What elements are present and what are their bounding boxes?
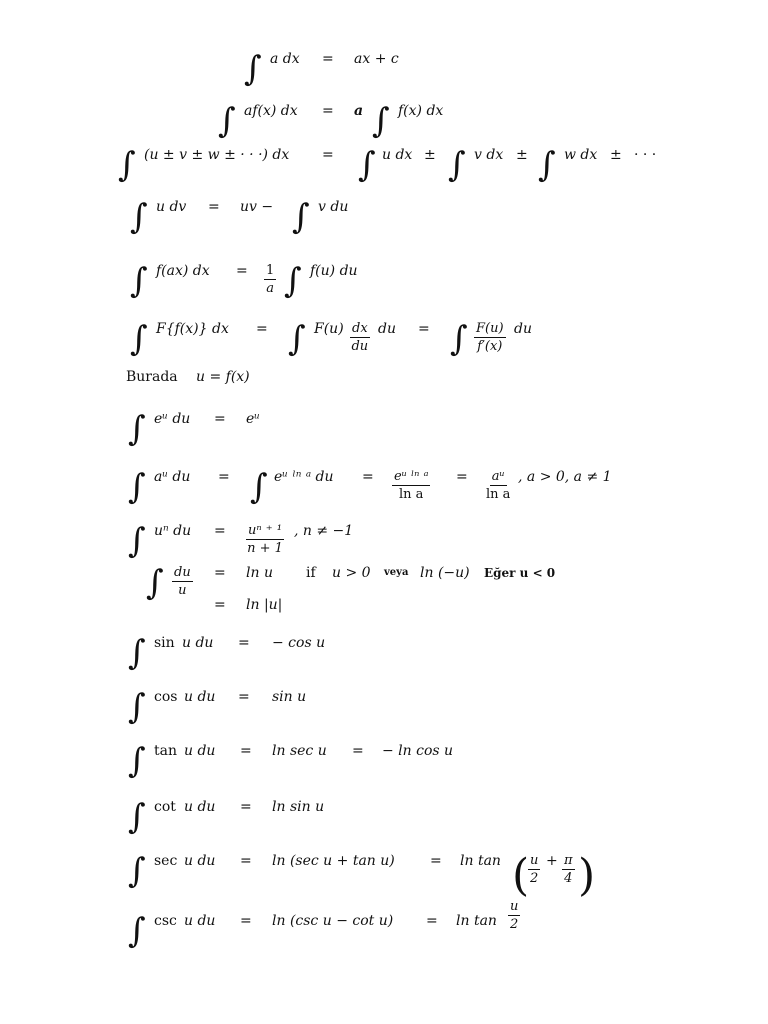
- fraction-denominator: u: [178, 583, 187, 598]
- term-3: w dx: [564, 147, 598, 163]
- veya-word: veya: [384, 567, 409, 578]
- integral-symbol: ∫: [128, 797, 146, 837]
- fraction: [264, 264, 276, 295]
- integral-symbol: ∫: [288, 319, 306, 359]
- integral-symbol: ∫: [450, 319, 468, 359]
- formula-lhs: u dv: [156, 199, 187, 215]
- equals-sign: =: [214, 565, 226, 581]
- integral-symbol: ∫: [130, 261, 148, 301]
- fraction: [474, 322, 506, 353]
- integral-symbol: ∫: [128, 409, 146, 449]
- coefficient: a: [354, 103, 364, 119]
- equals-sign: =: [240, 853, 252, 869]
- formula-rhs: f(x) dx: [398, 103, 444, 119]
- formula-lhs: u du: [184, 689, 216, 705]
- operator-3: ±: [610, 147, 622, 163]
- integral-symbol: ∫: [372, 101, 390, 141]
- integral-symbol: ∫: [128, 521, 146, 561]
- formula-rhs: − cos u: [272, 635, 326, 651]
- fraction: [508, 900, 520, 931]
- ellipsis: · · ·: [634, 147, 657, 163]
- equals-sign: =: [430, 853, 442, 869]
- equals-sign: =: [426, 913, 438, 929]
- formula-mid: eᵘ ˡⁿ ᵃ du: [274, 469, 334, 485]
- note-expr: u = f(x): [196, 369, 250, 385]
- formula-lhs: aᵘ du: [154, 469, 191, 485]
- integral-symbol: ∫: [128, 467, 146, 507]
- fraction-numerator: u: [510, 899, 519, 914]
- operator-1: ±: [424, 147, 436, 163]
- equals-sign: =: [214, 411, 226, 427]
- fraction: [562, 854, 575, 885]
- fraction-numerator: du: [174, 565, 191, 580]
- integral-symbol: ∫: [448, 145, 466, 185]
- function-name: csc: [154, 913, 177, 929]
- right-paren: ): [578, 850, 596, 901]
- equals-sign: =: [322, 103, 334, 119]
- fraction-denominator: n + 1: [247, 541, 283, 556]
- formula-lhs: eᵘ du: [154, 411, 191, 427]
- function-name: cot: [154, 799, 176, 815]
- formula-mid-b: du: [378, 321, 396, 337]
- alternate-expr: ln (−u): [420, 565, 470, 581]
- formula-rhs: ln u: [246, 565, 273, 581]
- formula-rhs: ln tan: [456, 913, 497, 929]
- fraction-denominator: a: [266, 281, 275, 296]
- equals-sign: =: [218, 469, 230, 485]
- eger-condition: Eğer u < 0: [484, 566, 556, 580]
- formula-lhs: af(x) dx: [244, 103, 298, 119]
- fraction-numerator: u: [530, 853, 539, 868]
- fraction-denominator: du: [351, 339, 369, 354]
- formula-rhs: eᵘ: [246, 411, 260, 427]
- integral-symbol: ∫: [244, 49, 262, 89]
- integral-symbol: ∫: [250, 467, 268, 507]
- fraction: [486, 470, 510, 501]
- fraction-denominator: f′(x): [477, 339, 503, 354]
- fraction-numerator: dx: [352, 321, 368, 336]
- operator-2: ±: [516, 147, 528, 163]
- fraction: [246, 524, 284, 555]
- formula-lhs: u du: [184, 913, 216, 929]
- fraction-denominator: 4: [564, 871, 573, 886]
- fraction: [528, 854, 540, 885]
- formula-rhs: ln tan: [460, 853, 501, 869]
- integral-symbol: ∫: [538, 145, 556, 185]
- integral-symbol: ∫: [358, 145, 376, 185]
- formula-lhs: uⁿ du: [154, 523, 192, 539]
- formula-mid-a: F(u): [314, 321, 344, 337]
- equals-sign: =: [238, 689, 250, 705]
- note-label: Burada: [126, 369, 178, 385]
- term-2: v dx: [474, 147, 504, 163]
- fraction-numerator: F(u): [476, 321, 504, 336]
- formula-rhs: sin u: [272, 689, 307, 705]
- formula-rhs: − ln cos u: [382, 743, 454, 759]
- formula-lhs: u du: [184, 743, 216, 759]
- fraction-numerator: uⁿ ⁺ ¹: [248, 523, 282, 538]
- formula-rhs-a: uv −: [240, 199, 274, 215]
- left-paren: (: [512, 850, 530, 901]
- integral-symbol: ∫: [128, 741, 146, 781]
- integral-symbol: ∫: [284, 261, 302, 301]
- condition-1: u > 0: [332, 565, 371, 581]
- formula-lhs: u du: [184, 799, 216, 815]
- formula-lhs: F{f(x)} dx: [156, 321, 229, 337]
- integral-symbol: ∫: [128, 633, 146, 673]
- equals-sign: =: [322, 147, 334, 163]
- function-name: sin: [154, 635, 175, 651]
- integral-symbol: ∫: [130, 197, 148, 237]
- fraction-numerator: 1: [266, 263, 275, 278]
- formula-rhs: ln sin u: [272, 799, 325, 815]
- equals-sign: =: [456, 469, 468, 485]
- fraction-numerator: eᵘ ˡⁿ ᵃ: [394, 469, 429, 484]
- formula-rhs: f(u) du: [310, 263, 358, 279]
- fraction: [350, 322, 370, 353]
- equals-sign: =: [238, 635, 250, 651]
- fraction-denominator: 2: [530, 871, 539, 886]
- formula-rhs: ln |u|: [246, 597, 283, 613]
- formula-lhs: f(ax) dx: [156, 263, 210, 279]
- fraction-denominator: 2: [510, 917, 519, 932]
- if-keyword: if: [306, 565, 316, 581]
- formula-lhs: a dx: [270, 51, 300, 67]
- fraction-denominator: ln a: [486, 487, 511, 502]
- integral-symbol: ∫: [292, 197, 310, 237]
- equals-sign: =: [256, 321, 268, 337]
- equals-sign: =: [322, 51, 334, 67]
- formula-lhs: u du: [182, 635, 214, 651]
- formula-mid: ln (csc u − cot u): [272, 913, 394, 929]
- equals-sign: =: [240, 799, 252, 815]
- equals-sign: =: [418, 321, 430, 337]
- equals-sign: =: [208, 199, 220, 215]
- formula-condition: , n ≠ −1: [294, 523, 354, 539]
- integral-symbol: ∫: [130, 319, 148, 359]
- equals-sign: =: [214, 523, 226, 539]
- formula-rhs-b: v du: [318, 199, 349, 215]
- fraction: [172, 566, 193, 597]
- formula-mid: ln sec u: [272, 743, 327, 759]
- fraction: [392, 470, 430, 501]
- fraction-denominator: ln a: [399, 487, 424, 502]
- equals-sign: =: [240, 913, 252, 929]
- integral-symbol: ∫: [218, 101, 236, 141]
- integral-symbol: ∫: [128, 911, 146, 951]
- equals-sign: =: [236, 263, 248, 279]
- equals-sign: =: [362, 469, 374, 485]
- formula-mid: ln (sec u + tan u): [272, 853, 395, 869]
- function-name: tan: [154, 743, 177, 759]
- function-name: sec: [154, 853, 178, 869]
- fraction-numerator: aᵘ: [491, 469, 505, 484]
- integral-symbol: ∫: [128, 687, 146, 727]
- formula-condition: , a > 0, a ≠ 1: [518, 469, 612, 485]
- formula-rhs-tail: du: [514, 321, 532, 337]
- equals-sign: =: [352, 743, 364, 759]
- integral-symbol: ∫: [128, 851, 146, 891]
- formula-lhs: (u ± v ± w ± · · ·) dx: [144, 147, 290, 163]
- term-1: u dx: [382, 147, 413, 163]
- fraction-numerator: π: [564, 853, 573, 868]
- equals-sign: =: [240, 743, 252, 759]
- formula-rhs: ax + c: [354, 51, 399, 67]
- integral-symbol: ∫: [146, 563, 164, 603]
- integral-symbol: ∫: [118, 145, 136, 185]
- equals-sign: =: [214, 597, 226, 613]
- function-name: cos: [154, 689, 178, 705]
- formula-lhs: u du: [184, 853, 216, 869]
- plus-sign: +: [546, 853, 558, 869]
